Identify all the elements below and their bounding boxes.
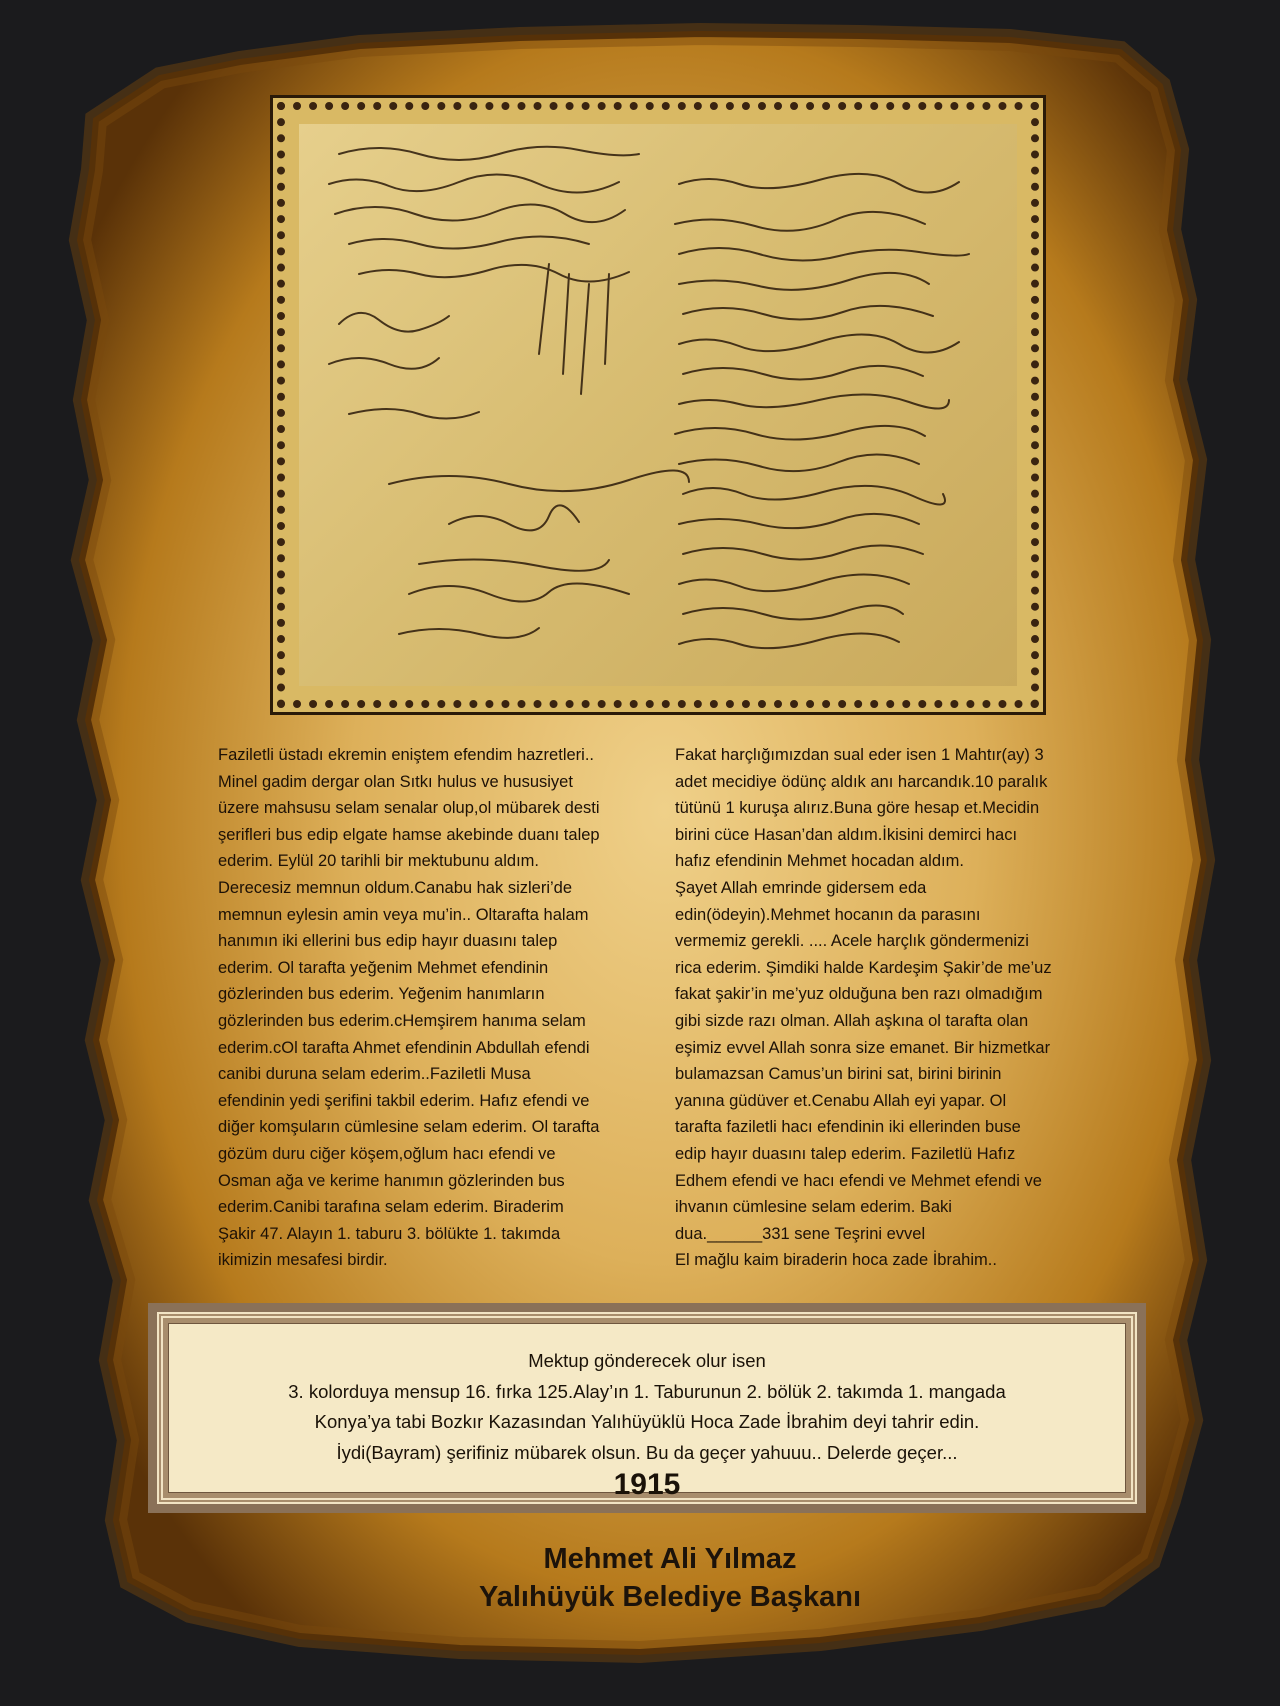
address-line-2: 3. kolorduya mensup 16. fırka 125.Alay’ın 1. Taburunun 2. bölük 2. takımda 1. mangada — [288, 1380, 1006, 1402]
address-box — [148, 1303, 1146, 1513]
address-box-border — [157, 1312, 1137, 1504]
address-line-4: İydi(Bayram) şerifiniz mübarek olsun. Bu da geçer yahuuu.. Delerde geçer... — [336, 1441, 958, 1463]
address-line-1: Mektup gönderecek olur isen — [528, 1350, 766, 1371]
handwritten-letter-image — [299, 124, 1017, 686]
signature-name: Mehmet Ali Yılmaz — [543, 1543, 797, 1575]
address-box-content — [168, 1323, 1126, 1501]
ottoman-script-scribbles — [299, 124, 1017, 686]
year-label: 1915 — [613, 1468, 681, 1501]
signature-block — [0, 1540, 1280, 1616]
letter-left-column: Faziletli üstadı ekremin eniştem efendim hazretleri.. Minel gadim dergar olan Sıtkı hulus ve hususiyet üzere mahsusu selam senalar olup,ol mübarek desti şerifleri bus edip elgate hamse akebinde duanı talep ederim. Eylül 20 tarihli bir mektubunu aldım. Derecesiz memnun oldum.Canabu hak sizleri’de memnun eylesin amin veya mu’in.. Oltarafta halam hanımın iki ellerini bus edip hayır duasını talep ederim. Ol tarafta yeğenim Mehmet efendinin gözlerinden bus ederim. Yeğenim hanımların gözlerinden bus ederim.cHemşirem hanıma selam ederim.cOl tarafta Ahmet efendinin Abdullah efendi canibi duruna selam ederim..Faziletli Musa efendinin yedi şerifini takbil ederim. Hafız efendi ve diğer komşuların cümlesine selam ederim. Ol tarafta gözüm duru ciğer köşem,oğlum hacı efendi ve Osman ağa ve kerime hanımın gözlerinden bus ederim.Canibi tarafına selam ederim. Biraderim Şakir 47. Alayın 1. taburu 3. bölükte 1. takımda ikimizin mesafesi birdir. — [218, 746, 600, 1270]
address-line-3: Konya’ya tabi Bozkır Kazasından Yalıhüyüklü Hoca Zade İbrahim deyi tahrir edin. — [314, 1411, 980, 1432]
signature-title: Yalıhüyük Belediye Başkanı — [478, 1581, 861, 1613]
letter-right-column: Fakat harçlığımızdan sual eder isen 1 Mahtır(ay) 3 adet mecidiye ödünç aldık anı harcandık.10 paralık tütünü 1 kuruşa alırız.Buna göre hesap et.Mecidin birini cüce Hasan’dan aldım.İkisini demirci hacı hafız efendinin Mehmet hocadan aldım. Şayet Allah emrinde gidersem eda edin(ödeyin).Mehmet hocanın da parasını vermemiz gerekli. .... Acele harçlık göndermenizi rica ederim. Şimdiki halde Kardeşim Şakir’de me’uz fakat şakir’in me’yuz olduğuna ben razı olmadığım gibi sizde razı olman. Allah aşkına ol tarafta olan eşimiz evvel Allah sonra size emanet. Bir hizmetkar bulamazsan Camus’un birini sat, birini birinin yanına güdüver et.Cenabu Allah eyi yapar. Ol tarafta faziletli hacı efendinin iki ellerinden buse edip hayır duasını talep ederim. Faziletlü Hafız Edhem efendi ve hacı efendi ve Mehmet efendi ve ihvanın cümlesine selam ederim. Baki dua.______331 sene Teşrini evvel El mağlu kaim biraderin hoca zade İbrahim.. — [675, 746, 1052, 1270]
letter-photo-frame — [270, 95, 1046, 715]
